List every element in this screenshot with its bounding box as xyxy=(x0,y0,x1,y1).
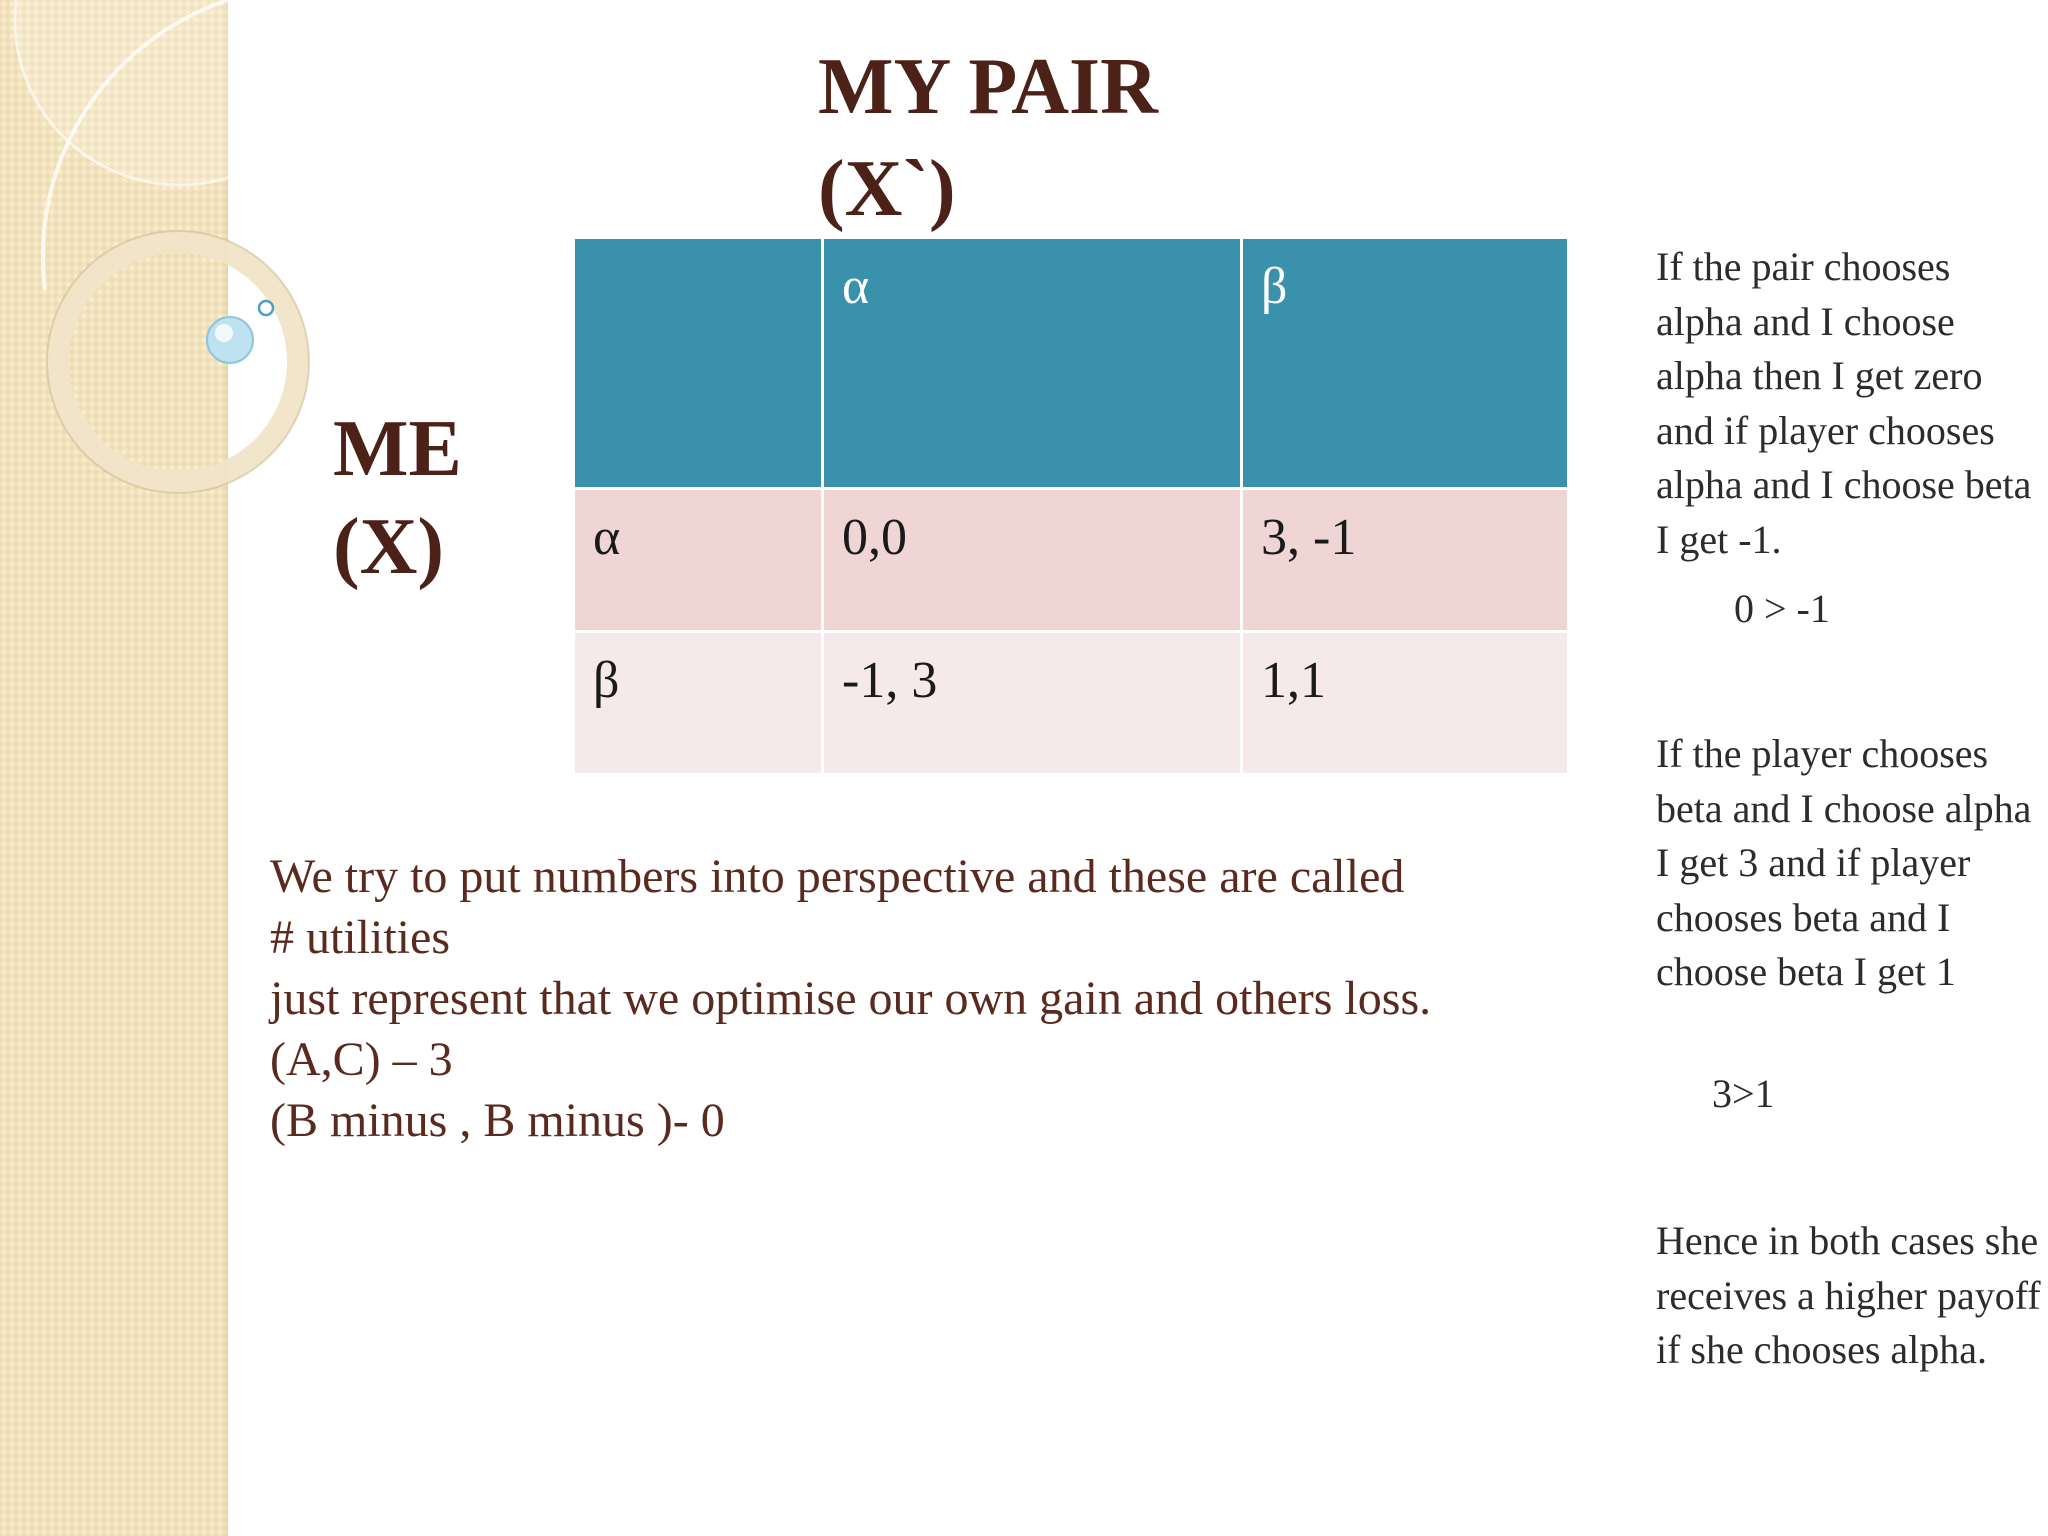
cell-alpha-alpha: 0,0 xyxy=(823,489,1242,632)
explanation-paragraph-1: If the pair chooses alpha and I choose alpha then I get zero and if player chooses alpha and I choose beta I get -1. xyxy=(1656,244,2032,562)
page-title xyxy=(818,36,1158,240)
row-beta-label: β xyxy=(574,632,823,775)
title-line-1: MY PAIR xyxy=(818,43,1158,131)
body-line: # utilities xyxy=(270,911,450,964)
cell-alpha-beta: 3, -1 xyxy=(1242,489,1569,632)
table-row xyxy=(574,489,1569,632)
comparison-1: 0 > -1 xyxy=(1734,586,1830,631)
comparison-2: 3>1 xyxy=(1712,1071,1775,1116)
utilities-text-block xyxy=(270,846,1570,1151)
table-header-row xyxy=(574,238,1569,489)
header-cell-empty xyxy=(574,238,823,489)
row-label-line-1: ME xyxy=(333,405,462,493)
body-line: (B minus , B minus )- 0 xyxy=(270,1094,725,1147)
explanation-paragraph-3: Hence in both cases she receives a higher payoff if she chooses alpha. xyxy=(1656,1218,2041,1372)
row-player-label xyxy=(333,400,462,596)
cell-beta-beta: 1,1 xyxy=(1242,632,1569,775)
header-cell-beta: β xyxy=(1242,238,1569,489)
cell-beta-alpha: -1, 3 xyxy=(823,632,1242,775)
body-line: We try to put numbers into perspective and these are called xyxy=(270,850,1405,903)
explanation-paragraph-2: If the player chooses beta and I choose alpha I get 3 and if player chooses beta and I choose beta I get 1 xyxy=(1656,731,2032,994)
row-alpha-label: α xyxy=(574,489,823,632)
decorative-rings xyxy=(0,0,330,520)
title-line-2: (X`) xyxy=(818,145,956,233)
header-cell-alpha: α xyxy=(823,238,1242,489)
body-line: just represent that we optimise our own gain and others loss. xyxy=(270,972,1432,1025)
row-label-line-2: (X) xyxy=(333,503,445,591)
table-row xyxy=(574,632,1569,775)
payoff-matrix xyxy=(572,236,1570,776)
body-line: (A,C) – 3 xyxy=(270,1033,453,1086)
